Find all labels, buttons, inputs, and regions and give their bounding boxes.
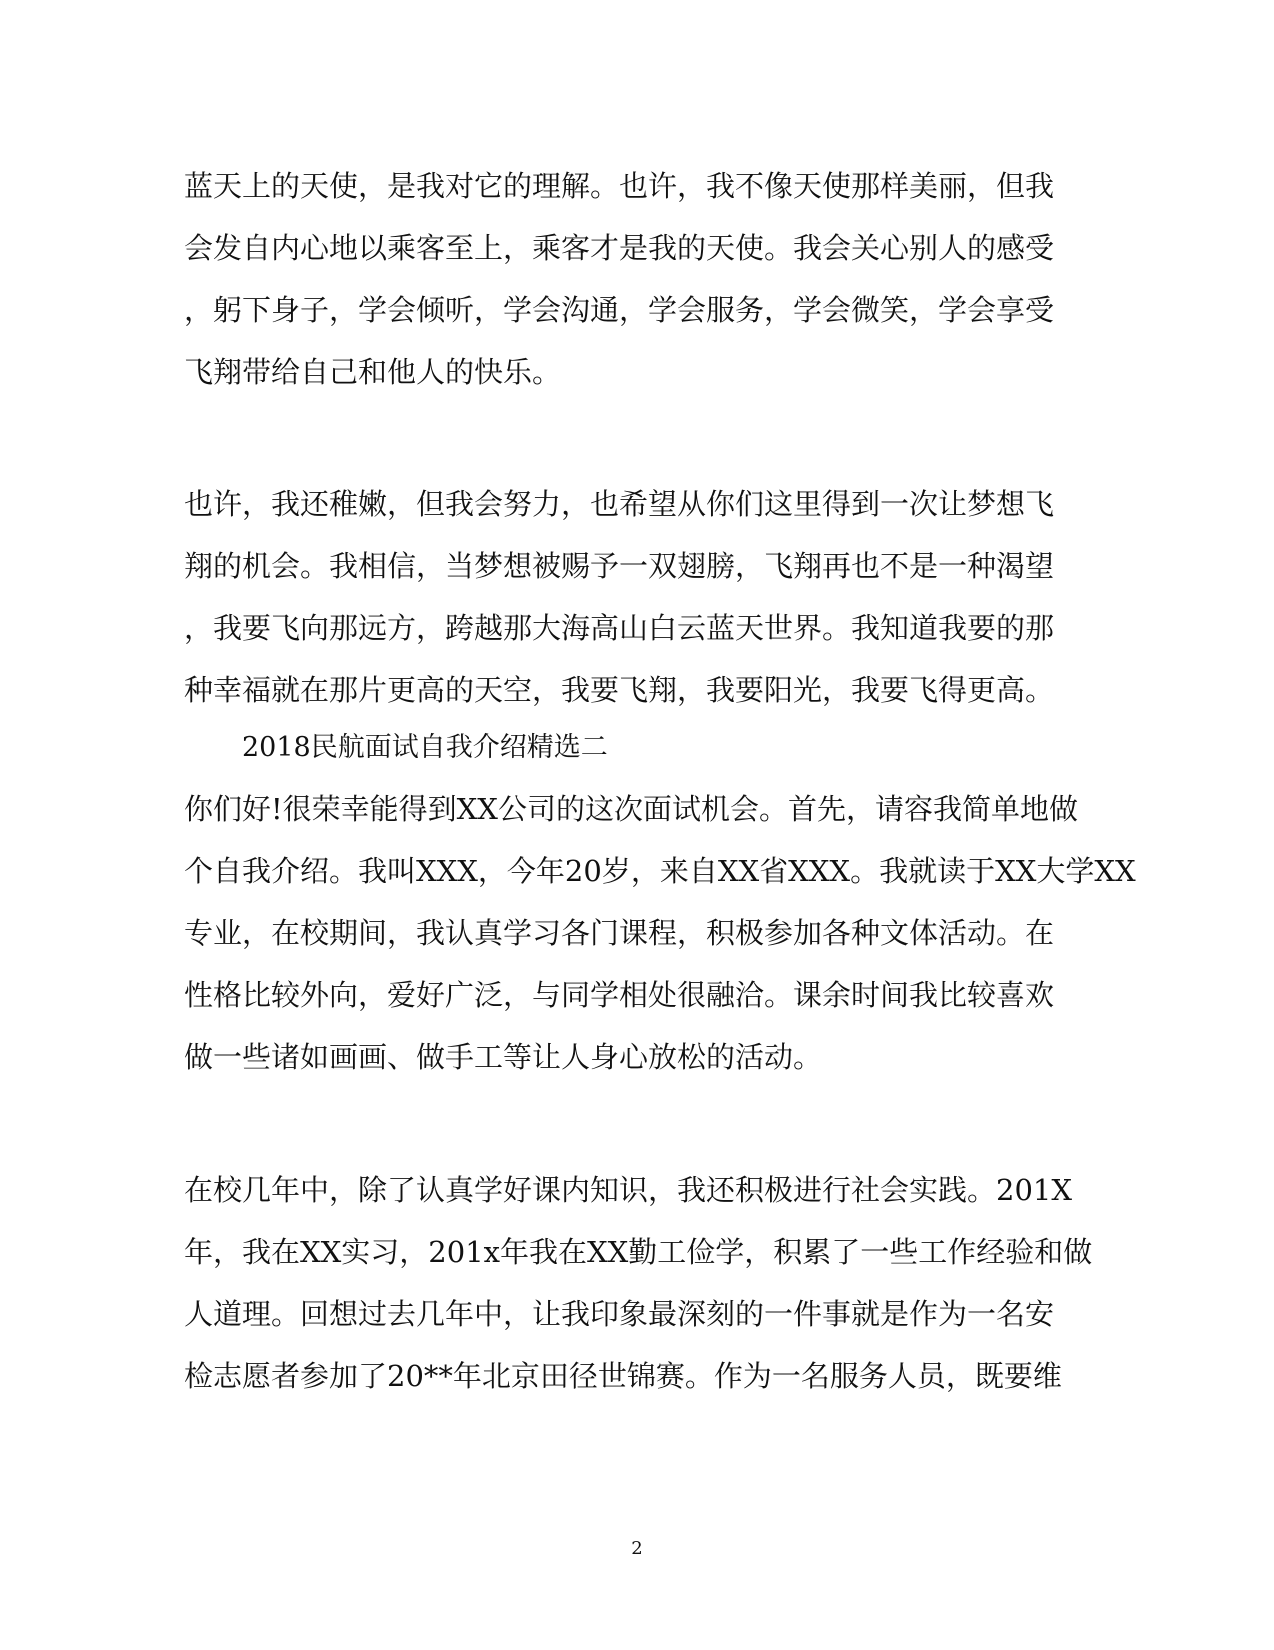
text-line: 蓝天上的天使，是我对它的理解。也许，我不像天使那样美丽，但我	[184, 169, 1055, 203]
text-line: 会发自内心地以乘客至上，乘客才是我的天使。我会关心别人的感受	[184, 231, 1055, 265]
text-line: 在校几年中，除了认真学好课内知识，我还积极进行社会实践。201X	[184, 1173, 1072, 1207]
text-line: 性格比较外向，爱好广泛，与同学相处很融洽。课余时间我比较喜欢	[184, 978, 1055, 1012]
text-line: 检志愿者参加了20**年北京田径世锦赛。作为一名服务人员，既要维	[184, 1359, 1062, 1393]
text-line: 做一些诸如画画、做手工等让人身心放松的活动。	[184, 1040, 823, 1074]
text-line: 人道理。回想过去几年中，让我印象最深刻的一件事就是作为一名安	[184, 1297, 1055, 1331]
text-line: ，我要飞向那远方，跨越那大海高山白云蓝天世界。我知道我要的那	[184, 611, 1055, 645]
page-number: 2	[631, 1538, 643, 1559]
text-line: 种幸福就在那片更高的天空，我要飞翔，我要阳光，我要飞得更高。	[184, 673, 1055, 707]
text-line: ，躬下身子，学会倾听，学会沟通，学会服务，学会微笑，学会享受	[184, 293, 1055, 327]
text-line: 飞翔带给自己和他人的快乐。	[184, 355, 562, 389]
text-line: 年，我在XX实习，201x年我在XX勤工俭学，积累了一些工作经验和做	[184, 1235, 1093, 1269]
text-line: 你们好!很荣幸能得到XX公司的这次面试机会。首先，请容我简单地做	[184, 792, 1078, 826]
text-line: 专业，在校期间，我认真学习各门课程，积极参加各种文体活动。在	[184, 916, 1055, 950]
text-line: 个自我介绍。我叫XXX，今年20岁，来自XX省XXX。我就读于XX大学XX	[184, 854, 1136, 888]
section-heading: 2018民航面试自我介绍精选二	[242, 732, 608, 763]
text-line: 翔的机会。我相信，当梦想被赐予一双翅膀，飞翔再也不是一种渴望	[184, 549, 1055, 583]
text-line: 也许，我还稚嫩，但我会努力，也希望从你们这里得到一次让梦想飞	[184, 487, 1055, 521]
